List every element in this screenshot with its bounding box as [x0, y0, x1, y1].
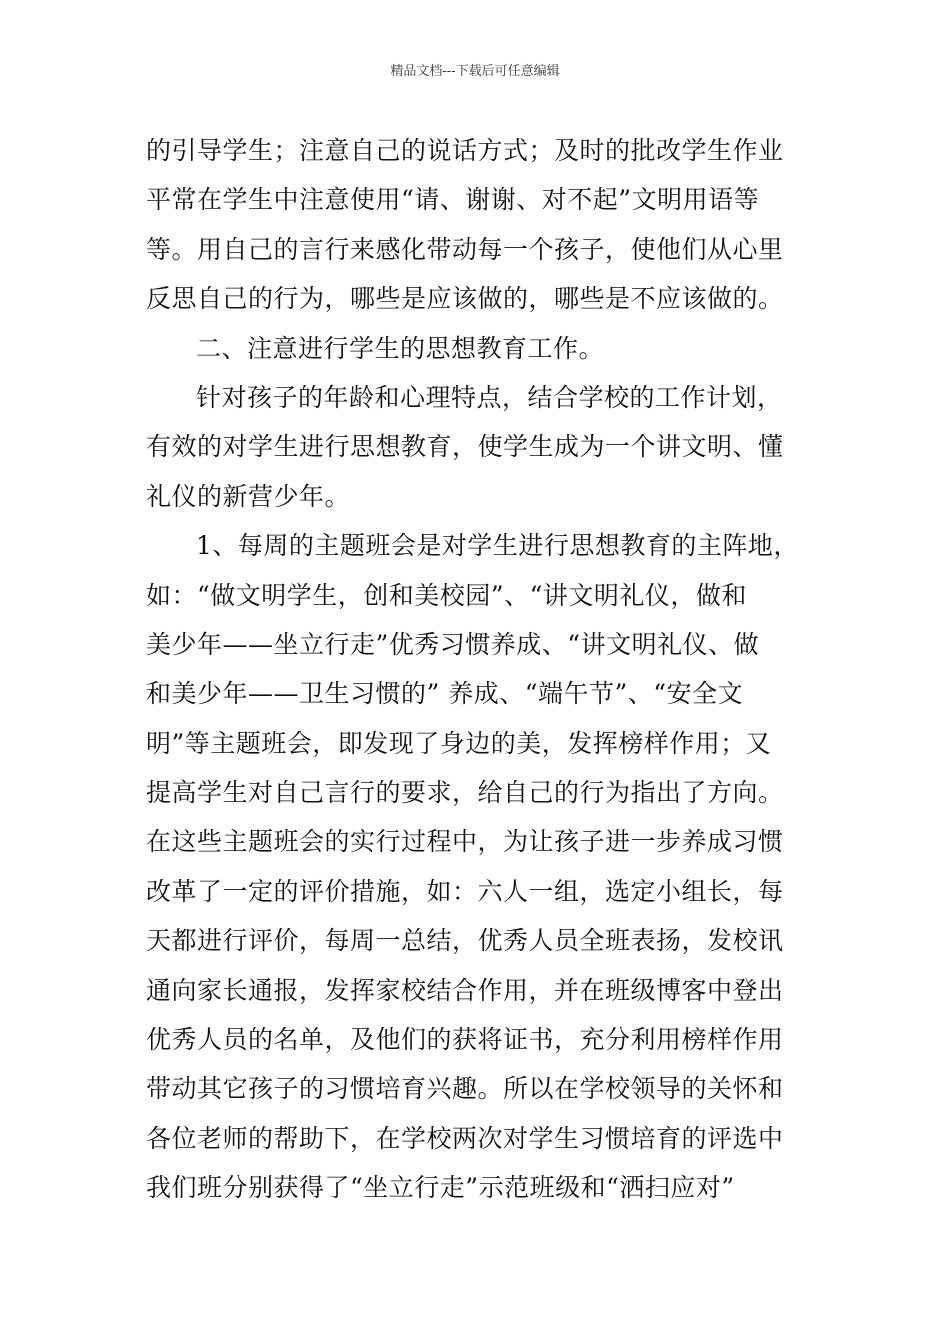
- text-line: 明”等主题班会，即发现了身边的美，发挥榜样作用；又: [146, 728, 772, 758]
- text-line: 天都进行评价，每周一总结，优秀人员全班表扬，发校讯: [146, 926, 784, 956]
- text-line: 我们班分别获得了“坐立行走”示范班级和“洒扫应对”: [146, 1173, 735, 1203]
- text-line: 和美少年——卫生习惯的” 养成、“端午节”、“安全文: [146, 679, 744, 709]
- document-body: [146, 126, 810, 1213]
- text-line: 1、每周的主题班会是对学生进行思想教育的主阵地，: [196, 531, 799, 561]
- text-line: 如：“做文明学生，创和美校园”、“讲文明礼仪，做和: [146, 580, 747, 610]
- text-line: 各位老师的帮助下，在学校两次对学生习惯培育的评选中: [146, 1123, 784, 1153]
- text-line: 改革了一定的评价措施，如：六人一组，选定小组长，每: [146, 876, 784, 906]
- text-line: 有效的对学生进行思想教育，使学生成为一个讲文明、懂: [146, 432, 784, 462]
- text-line: 通向家长通报，发挥家校结合作用，并在班级博客中登出: [146, 975, 784, 1005]
- text-line: 提高学生对自己言行的要求，给自己的行为指出了方向。: [146, 778, 784, 808]
- text-line: 带动其它孩子的习惯培育兴趣。所以在学校领导的关怀和: [146, 1074, 784, 1104]
- text-line: 在这些主题班会的实行过程中，为让孩子进一步养成习惯: [146, 827, 784, 857]
- section-heading: 二、注意进行学生的思想教育工作。: [196, 333, 605, 363]
- text-line: 针对孩子的年龄和心理特点，结合学校的工作计划，: [196, 382, 783, 412]
- text-line: 优秀人员的名单，及他们的获将证书，充分利用榜样作用: [146, 1025, 784, 1055]
- page-header: 精品文档---下载后可任意编辑: [390, 64, 560, 79]
- text-line: 礼仪的新营少年。: [146, 481, 351, 511]
- text-line: 美少年——坐立行走”优秀习惯养成、“讲文明礼仪、做: [146, 629, 760, 659]
- text-line: 等。用自己的言行来感化带动每一个孩子，使他们从心里: [146, 234, 784, 264]
- text-line: 平常在学生中注意使用“请、谢谢、对不起”文明用语等: [146, 185, 760, 215]
- text-line: 反思自己的行为，哪些是应该做的，哪些是不应该做的。: [146, 284, 784, 314]
- text-line: 的引导学生；注意自己的说话方式；及时的批改学生作业: [146, 136, 784, 165]
